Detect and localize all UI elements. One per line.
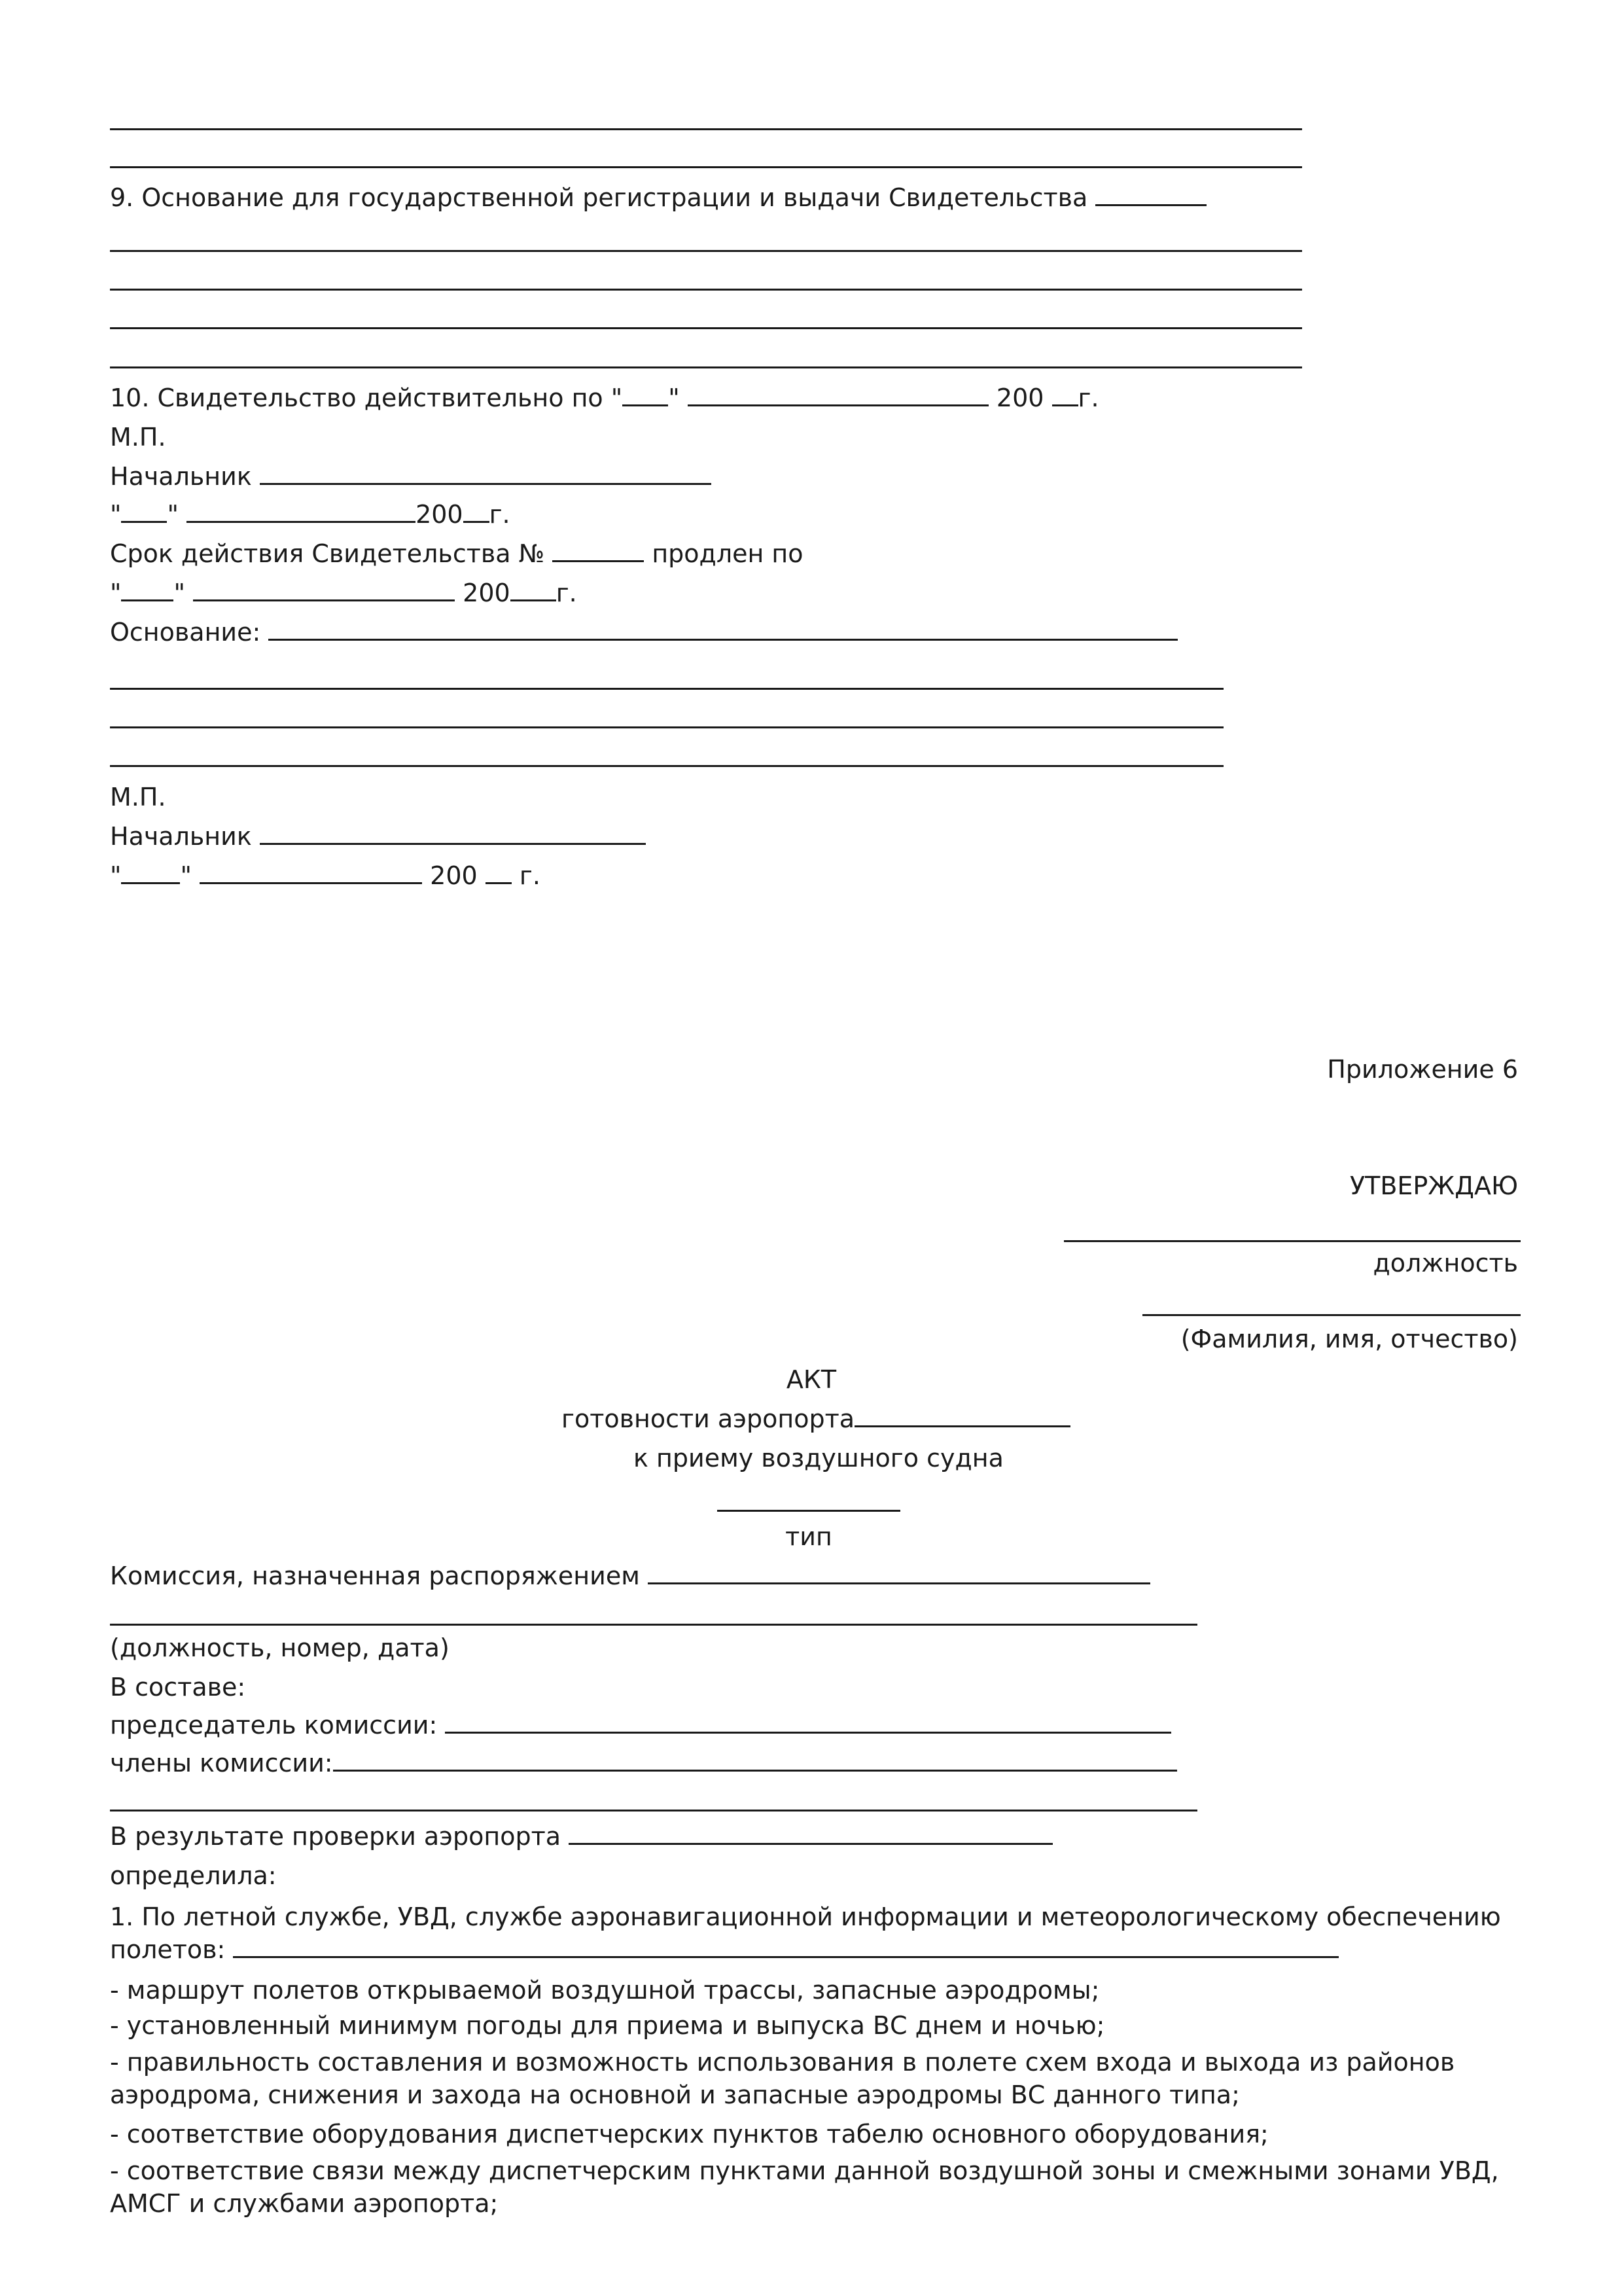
bullet-item: - маршрут полетов открываемой воздушной трассы, запасные аэродромы;: [110, 1976, 1100, 2005]
bullet-item: - правильность составления и возможность использования в полете схем входа и выхода из районов аэродрома, снижения и захода на основной и запасные аэродромы ВС данного типа;: [110, 2048, 1455, 2110]
date-line: [110, 579, 577, 609]
blank-line: [110, 166, 1302, 168]
quote: ": [180, 861, 192, 890]
extension-line: [110, 539, 803, 569]
fill-field: [648, 1561, 1150, 1584]
fill-field: [1052, 384, 1078, 406]
appendix-label: Приложение 6: [1327, 1055, 1518, 1084]
bullet-item: - установленный минимум погоды для приема и выпуска ВС днем и ночью;: [110, 2011, 1105, 2040]
chief-signature: [110, 462, 711, 492]
type-label: тип: [785, 1522, 832, 1551]
bullet-item: - соответствие оборудования диспетчерских пунктов табелю основного оборудования;: [110, 2120, 1269, 2149]
fill-field: [688, 384, 989, 406]
blank-line: [110, 250, 1302, 252]
fill-field: [510, 579, 556, 601]
chairman-label: председатель комиссии:: [110, 1711, 438, 1740]
result-label: В результате проверки аэропорта: [110, 1822, 561, 1851]
year-prefix: 200: [415, 500, 463, 529]
stamp-mp: М.П.: [110, 783, 166, 812]
fill-field: [193, 579, 455, 601]
section-10: [110, 384, 1099, 414]
blank-line: [110, 366, 1302, 368]
blank-line: [110, 1810, 1197, 1811]
section-9-text: 9. Основание для государственной регистрации и выдачи Свидетельства: [110, 183, 1088, 212]
composition-label: В составе:: [110, 1673, 246, 1702]
year-prefix: 200: [463, 579, 510, 607]
blank-line: [110, 289, 1302, 291]
blank-line: [110, 688, 1224, 690]
approve-label: УТВЕРЖДАЮ: [1349, 1171, 1518, 1200]
fill-field: [485, 861, 512, 884]
fill-field: [121, 579, 173, 601]
blank-line: [110, 327, 1302, 329]
fill-field: [186, 500, 415, 523]
blank-line: [110, 726, 1224, 728]
quote: ": [668, 384, 680, 412]
act-reception: к приему воздушного судна: [633, 1444, 1004, 1472]
prolonged-text: продлен по: [652, 539, 803, 568]
fill-field: [260, 462, 711, 485]
fill-field: [552, 539, 644, 562]
act-title: АКТ: [786, 1365, 837, 1394]
signature-line: [1142, 1314, 1521, 1316]
year-suffix: г.: [1078, 384, 1099, 412]
members-label: члены комиссии:: [110, 1749, 333, 1777]
fio-label: (Фамилия, имя, отчество): [1180, 1325, 1518, 1353]
section-9: [110, 183, 1207, 213]
fill-field: [855, 1404, 1070, 1427]
fill-field: [268, 618, 1178, 641]
extension-text: Срок действия Свидетельства №: [110, 539, 545, 568]
year-prefix: 200: [430, 861, 478, 890]
item-1-text: 1. По летной службе, УВД, службе аэронавигационной информации и метеорологическому обеспечению полетов:: [110, 1902, 1501, 1965]
basis-label: Основание:: [110, 618, 261, 647]
fill-field: [445, 1711, 1171, 1734]
item-1: [110, 1900, 1517, 1966]
quote: ": [110, 500, 122, 529]
commission-hint: (должность, номер, дата): [110, 1633, 450, 1662]
fill-field: [622, 384, 668, 406]
date-line: [110, 500, 510, 530]
result-line: [110, 1822, 1053, 1852]
quote: ": [167, 500, 179, 529]
fill-field: [121, 500, 167, 523]
readiness-text: готовности аэропорта: [561, 1404, 855, 1433]
year-suffix: г.: [519, 861, 540, 890]
fill-field: [333, 1749, 1177, 1772]
year-prefix: 200: [996, 384, 1044, 412]
determined-label: определила:: [110, 1861, 277, 1890]
fill-field: [569, 1822, 1053, 1845]
basis-line: [110, 618, 1178, 648]
year-suffix: г.: [489, 500, 510, 529]
members-line: [110, 1749, 1177, 1779]
quote: ": [173, 579, 185, 607]
signature-line: [1064, 1240, 1521, 1242]
act-readiness: [561, 1404, 1070, 1435]
chief-signature: [110, 822, 646, 852]
quote: ": [110, 579, 122, 607]
bullet-item: - соответствие связи между диспетчерским пунктами данной воздушной зоны и смежными зонами УВД, АМСГ и службами аэропорта;: [110, 2156, 1499, 2219]
year-suffix: г.: [556, 579, 577, 607]
chairman-line: [110, 1711, 1171, 1741]
section-10-text: 10. Свидетельство действительно по ": [110, 384, 623, 412]
blank-line: [110, 128, 1302, 130]
fill-field: [463, 500, 489, 523]
type-line: [717, 1510, 900, 1512]
blank-line: [110, 1624, 1197, 1626]
date-line: [110, 861, 540, 891]
chief-label: Начальник: [110, 462, 252, 491]
fill-field: [200, 861, 422, 884]
chief-label: Начальник: [110, 822, 252, 851]
fill-field: [233, 1935, 1339, 1958]
commission-text: Комиссия, назначенная распоряжением: [110, 1561, 640, 1590]
position-label: должность: [1373, 1249, 1518, 1277]
quote: ": [110, 861, 122, 890]
fill-field: [1095, 183, 1207, 206]
stamp-mp: М.П.: [110, 423, 166, 452]
blank-line: [110, 765, 1224, 767]
commission-line: [110, 1561, 1150, 1592]
fill-field: [121, 861, 180, 884]
fill-field: [260, 822, 646, 845]
